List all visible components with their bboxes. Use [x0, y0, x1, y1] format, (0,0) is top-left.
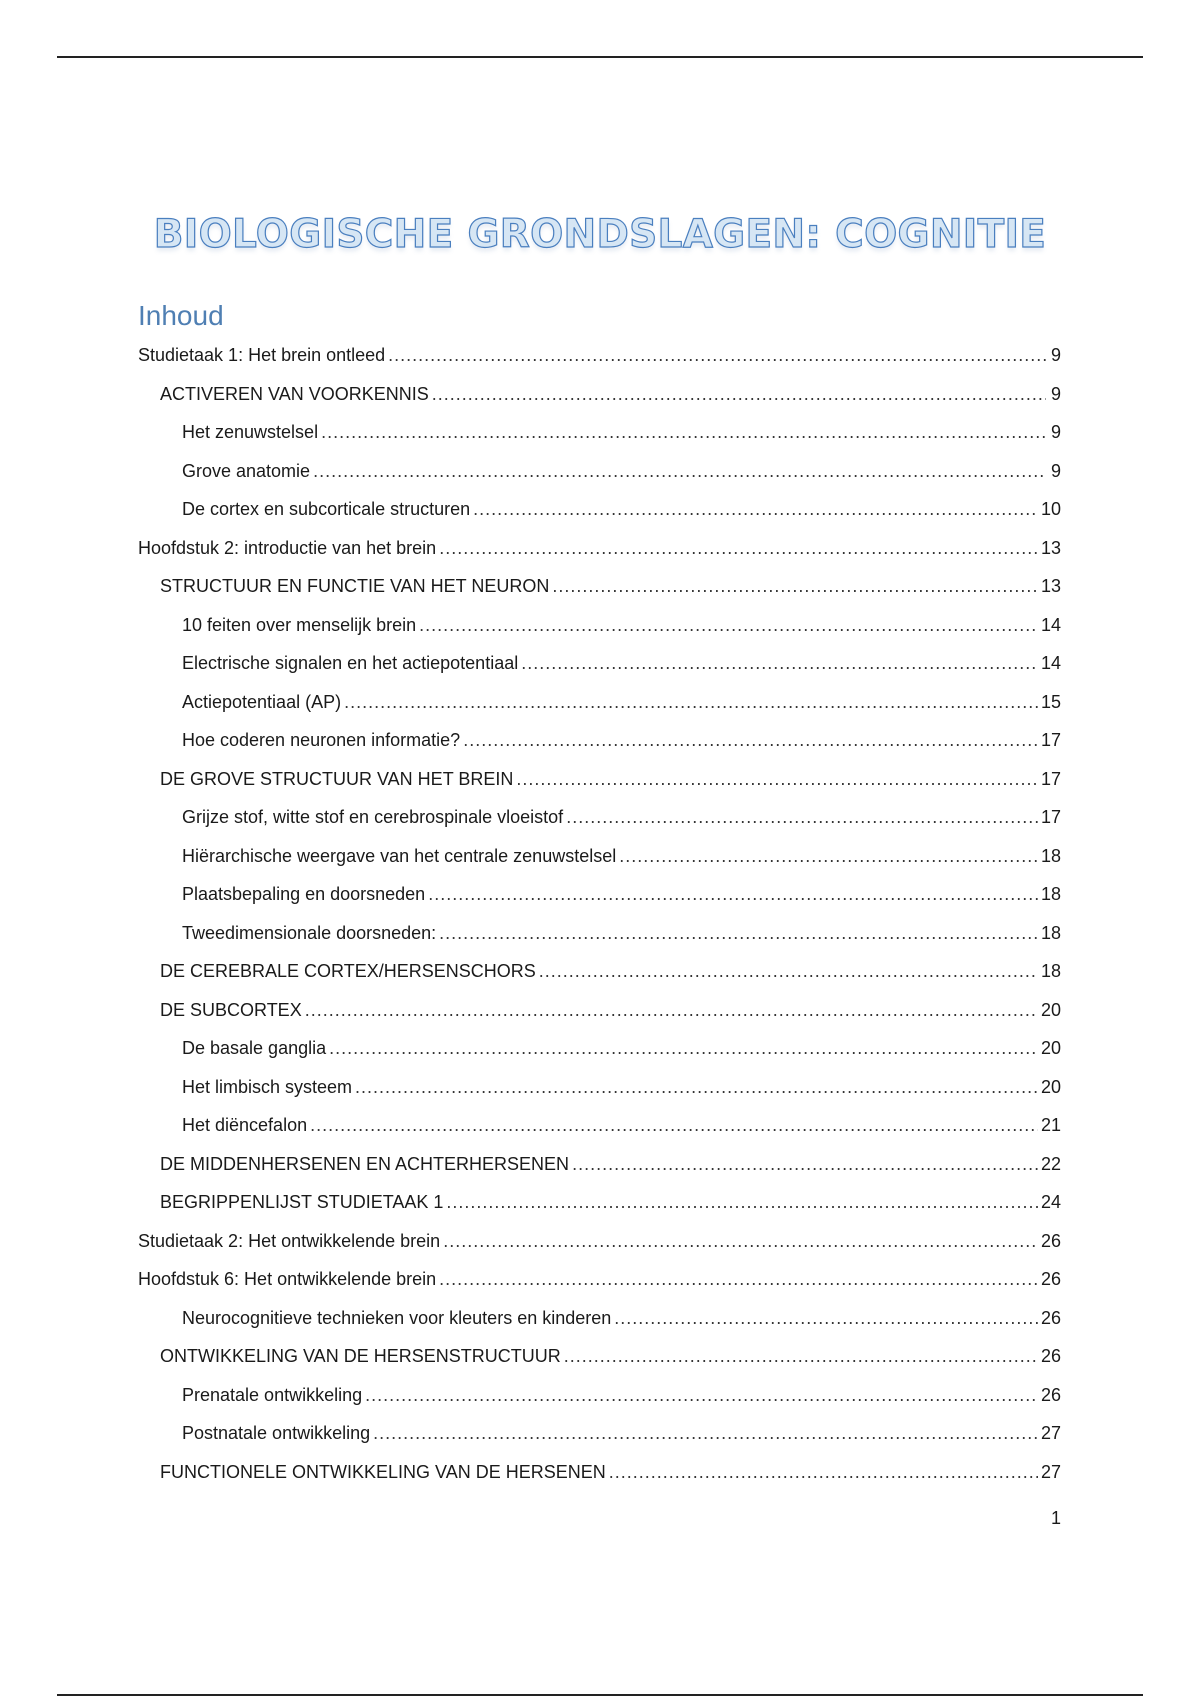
toc-entry-label: Het limbisch systeem — [182, 1076, 353, 1097]
toc-dot-leader — [388, 336, 1046, 375]
toc-entry-page: 17 — [1040, 768, 1061, 789]
toc-entry[interactable] — [138, 952, 1061, 991]
toc-dot-leader — [428, 875, 1038, 914]
toc-entry-label: ONTWIKKELING VAN DE HERSENSTRUCTUUR — [160, 1346, 561, 1366]
toc-entry-page: 18 — [1040, 922, 1061, 943]
toc-entry-label: FUNCTIONELE ONTWIKKELING VAN DE HERSENEN — [160, 1461, 606, 1482]
toc-dot-leader — [609, 1453, 1038, 1492]
toc-entry-page: 9 — [1050, 460, 1061, 481]
toc-entry-label: Tweedimensionale doorsneden: — [182, 922, 437, 943]
toc-entry-label: STRUCTUUR EN FUNCTIE VAN HET NEURON — [160, 576, 550, 596]
toc-dot-leader — [305, 991, 1038, 1030]
toc-entry[interactable] — [138, 1183, 1061, 1222]
toc-entry-page: 9 — [1050, 383, 1061, 404]
toc-entry-page: 9 — [1050, 422, 1061, 442]
toc-entry[interactable] — [138, 336, 1061, 375]
toc-entry[interactable] — [138, 875, 1061, 914]
toc-dot-leader — [552, 567, 1038, 606]
toc-entry-label: Hoe coderen neuronen informatie? — [182, 730, 461, 750]
toc-entry[interactable] — [138, 1068, 1061, 1107]
toc-entry-page: 26 — [1040, 1230, 1061, 1251]
toc-entry-label: 10 feiten over menselijk brein — [182, 614, 417, 635]
toc-dot-leader — [521, 644, 1038, 683]
toc-entry[interactable] — [138, 606, 1061, 645]
toc-dot-leader — [539, 952, 1038, 991]
toc-entry-label: Electrische signalen en het actiepotentiaal — [182, 653, 519, 673]
toc-dot-leader — [572, 1145, 1038, 1184]
toc-entry-label: DE SUBCORTEX — [160, 999, 302, 1020]
toc-entry-page: 26 — [1040, 1307, 1061, 1328]
toc-entry-page: 13 — [1040, 576, 1061, 596]
toc-entry[interactable] — [138, 1029, 1061, 1068]
toc-entry-page: 9 — [1050, 345, 1061, 365]
toc-dot-leader — [355, 1068, 1038, 1107]
toc-entry-page: 26 — [1040, 1384, 1061, 1405]
table-of-contents — [138, 336, 1061, 1491]
toc-entry-page: 26 — [1040, 1346, 1061, 1366]
toc-dot-leader — [564, 1337, 1038, 1376]
toc-entry[interactable] — [138, 452, 1061, 491]
toc-entry-page: 21 — [1040, 1115, 1061, 1135]
toc-entry-label: De cortex en subcorticale structuren — [182, 499, 471, 519]
toc-dot-leader — [473, 490, 1038, 529]
toc-dot-leader — [329, 1029, 1038, 1068]
toc-entry-page: 26 — [1040, 1269, 1061, 1289]
toc-entry[interactable] — [138, 1414, 1061, 1453]
toc-entry-label: Postnatale ontwikkeling — [182, 1423, 371, 1443]
toc-entry-page: 15 — [1040, 691, 1061, 712]
toc-entry[interactable] — [138, 529, 1061, 568]
toc-dot-leader — [443, 1222, 1038, 1261]
toc-dot-leader — [432, 375, 1046, 414]
toc-entry[interactable] — [138, 1106, 1061, 1145]
toc-entry-label: DE CEREBRALE CORTEX/HERSENSCHORS — [160, 961, 536, 981]
toc-entry-label: Neurocognitieve technieken voor kleuters en kinderen — [182, 1307, 612, 1328]
toc-entry[interactable] — [138, 1299, 1061, 1338]
toc-entry[interactable] — [138, 1145, 1061, 1184]
page-top-rule — [57, 56, 1143, 58]
toc-entry[interactable] — [138, 490, 1061, 529]
toc-entry-page: 17 — [1040, 730, 1061, 750]
toc-entry[interactable] — [138, 1376, 1061, 1415]
toc-entry[interactable] — [138, 991, 1061, 1030]
toc-entry-label: DE GROVE STRUCTUUR VAN HET BREIN — [160, 768, 514, 789]
toc-entry-label: Het diëncefalon — [182, 1115, 308, 1135]
page-bottom-rule — [57, 1694, 1143, 1696]
toc-entry[interactable] — [138, 644, 1061, 683]
toc-dot-leader — [439, 529, 1038, 568]
toc-entry[interactable] — [138, 567, 1061, 606]
toc-entry-label: ACTIVEREN VAN VOORKENNIS — [160, 383, 429, 404]
toc-entry-label: Grijze stof, witte stof en cerebrospinale vloeistof — [182, 807, 564, 827]
toc-entry-label: Studietaak 2: Het ontwikkelende brein — [138, 1230, 441, 1251]
toc-dot-leader — [313, 452, 1046, 491]
document-title: BIOLOGISCHE GRONDSLAGEN: COGNITIE — [153, 212, 1047, 257]
toc-entry[interactable] — [138, 1453, 1061, 1492]
toc-entry-page: 27 — [1040, 1461, 1061, 1482]
toc-entry-label: Studietaak 1: Het brein ontleed — [138, 345, 386, 365]
toc-entry-label: Hoofdstuk 6: Het ontwikkelende brein — [138, 1269, 437, 1289]
toc-entry-page: 13 — [1040, 537, 1061, 558]
page-number: 1 — [1050, 1508, 1061, 1528]
toc-entry-page: 10 — [1040, 499, 1061, 519]
toc-entry[interactable] — [138, 375, 1061, 414]
toc-entry-page: 20 — [1040, 1076, 1061, 1097]
toc-entry[interactable] — [138, 1222, 1061, 1261]
toc-entry-label: De basale ganglia — [182, 1038, 327, 1058]
toc-entry-page: 14 — [1040, 614, 1061, 635]
toc-dot-leader — [463, 721, 1038, 760]
toc-entry-label: Grove anatomie — [182, 460, 311, 481]
toc-dot-leader — [614, 1299, 1038, 1338]
toc-dot-leader — [419, 606, 1038, 645]
toc-entry[interactable] — [138, 683, 1061, 722]
toc-entry-page: 20 — [1040, 999, 1061, 1020]
toc-dot-leader — [439, 914, 1038, 953]
toc-entry[interactable] — [138, 1260, 1061, 1299]
toc-entry-label: Hiërarchische weergave van het centrale zenuwstelsel — [182, 845, 617, 866]
toc-dot-leader — [310, 1106, 1038, 1145]
toc-entry-page: 27 — [1040, 1423, 1061, 1443]
toc-entry-page: 17 — [1040, 807, 1061, 827]
toc-entry[interactable] — [138, 798, 1061, 837]
toc-entry-page: 18 — [1040, 961, 1061, 981]
toc-entry-page: 18 — [1040, 884, 1061, 904]
toc-dot-leader — [439, 1260, 1038, 1299]
toc-entry-label: Hoofdstuk 2: introductie van het brein — [138, 537, 437, 558]
toc-dot-leader — [373, 1414, 1038, 1453]
toc-entry-label: DE MIDDENHERSENEN EN ACHTERHERSENEN — [160, 1153, 570, 1174]
toc-entry-page: 24 — [1040, 1192, 1061, 1212]
toc-entry[interactable] — [138, 760, 1061, 799]
toc-heading: Inhoud — [138, 300, 224, 331]
toc-entry-label: Het zenuwstelsel — [182, 422, 319, 442]
toc-entry-label: BEGRIPPENLIJST STUDIETAAK 1 — [160, 1192, 444, 1212]
toc-dot-leader — [321, 413, 1046, 452]
toc-entry-page: 20 — [1040, 1038, 1061, 1058]
toc-entry[interactable] — [138, 413, 1061, 452]
toc-entry-label: Prenatale ontwikkeling — [182, 1384, 363, 1405]
toc-entry-label: Actiepotentiaal (AP) — [182, 691, 342, 712]
toc-dot-leader — [619, 837, 1038, 876]
toc-entry-page: 22 — [1040, 1153, 1061, 1174]
toc-dot-leader — [344, 683, 1038, 722]
toc-dot-leader — [516, 760, 1038, 799]
toc-dot-leader — [446, 1183, 1038, 1222]
toc-dot-leader — [365, 1376, 1038, 1415]
toc-entry[interactable] — [138, 914, 1061, 953]
toc-entry-label: Plaatsbepaling en doorsneden — [182, 884, 426, 904]
toc-dot-leader — [566, 798, 1038, 837]
toc-entry-page: 18 — [1040, 845, 1061, 866]
toc-entry[interactable] — [138, 721, 1061, 760]
toc-entry[interactable] — [138, 837, 1061, 876]
toc-entry-page: 14 — [1040, 653, 1061, 673]
toc-entry[interactable] — [138, 1337, 1061, 1376]
